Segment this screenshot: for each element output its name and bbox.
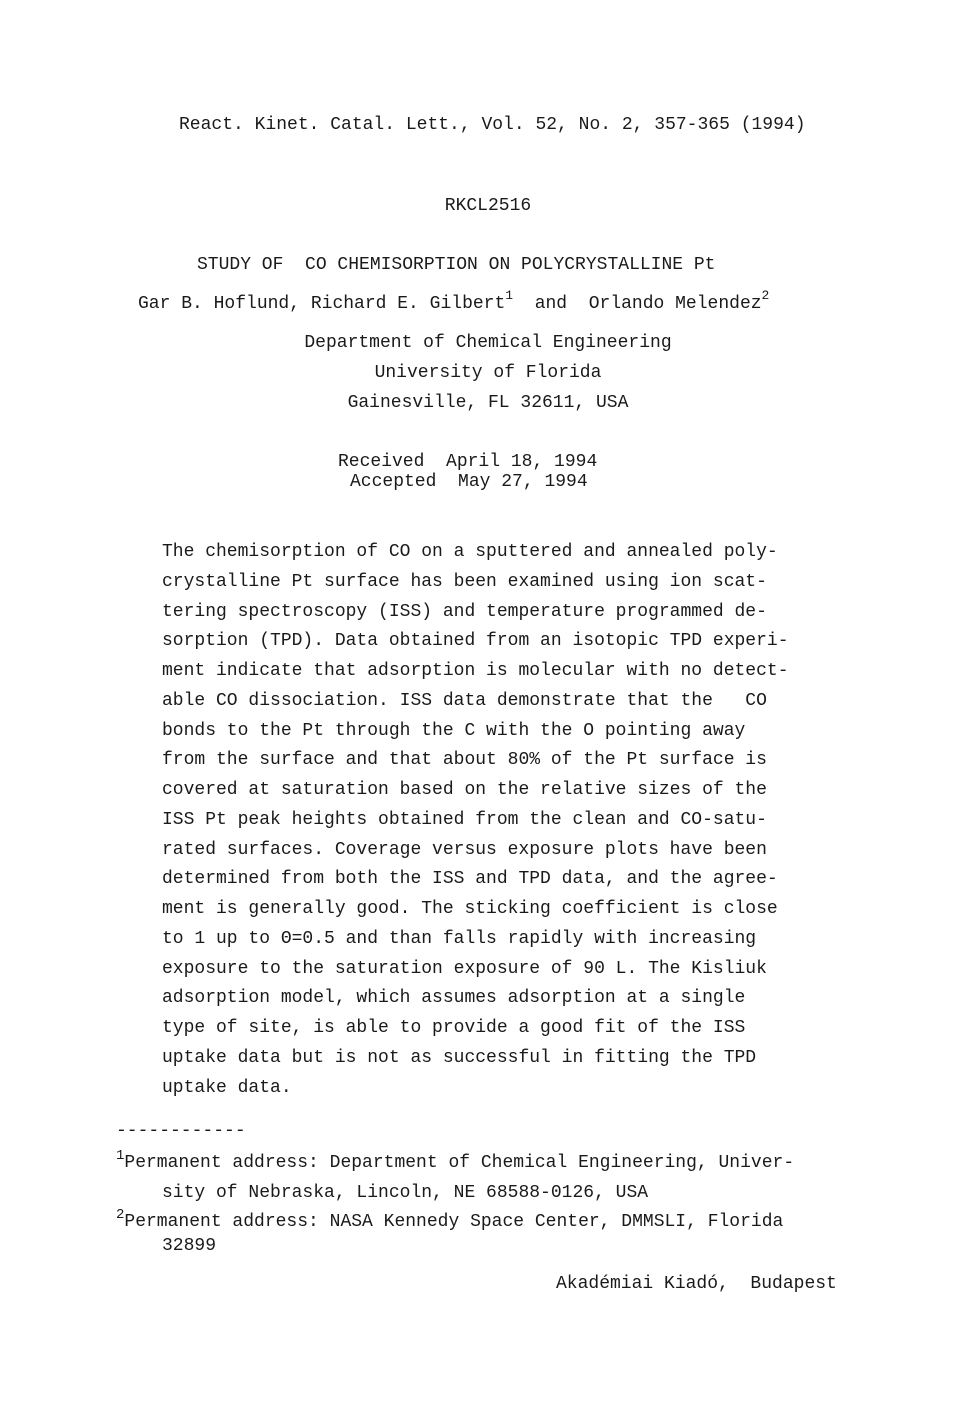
affiliation-location: Gainesville, FL 32611, USA — [347, 393, 629, 413]
author-melendez-footnote-mark: 2 — [761, 288, 770, 303]
abstract-line: rated surfaces. Coverage versus exposure plots have been — [162, 839, 767, 860]
author-gilbert: Richard E. Gilbert — [310, 294, 506, 314]
footnote-2-continuation: 32899 — [162, 1236, 217, 1256]
abstract-line: uptake data. — [162, 1077, 292, 1098]
footnote-2-mark: 2 — [116, 1207, 125, 1223]
footnote-1-continuation: sity of Nebraska, Lincoln, NE 68588-0126, USA — [162, 1183, 649, 1203]
received-label: Received — [338, 452, 425, 472]
paper-title: STUDY OF CO CHEMISORPTION ON POLYCRYSTALLINE Pt — [197, 255, 716, 275]
abstract-line: exposure to the saturation exposure of 90 L. The Kisliuk — [162, 958, 767, 979]
author-hoflund: Gar B. Hoflund, — [138, 294, 301, 314]
citation-line: React. Kinet. Catal. Lett., Vol. 52, No. 2, 357-365 (1994) — [179, 115, 806, 135]
abstract-line: tering spectroscopy (ISS) and temperature programmed de- — [162, 601, 767, 622]
author-line — [138, 288, 770, 315]
footnote-1-text: Permanent address: Department of Chemical Engineering, Univer- — [124, 1153, 795, 1173]
affiliation-department: Department of Chemical Engineering — [304, 333, 672, 353]
abstract-line: adsorption model, which assumes adsorption at a single — [162, 988, 746, 1009]
publisher-imprint: Akadémiai Kiadó, Budapest — [556, 1274, 837, 1294]
affiliation-university: University of Florida — [374, 363, 602, 383]
abstract-line: bonds to the Pt through the C with the O pointing away — [162, 720, 746, 741]
abstract-line: type of site, is able to provide a good fit of the ISS — [162, 1018, 746, 1038]
article-code: RKCL2516 — [444, 196, 532, 216]
abstract-line: ISS Pt peak heights obtained from the clean and CO-satu- — [162, 809, 767, 830]
received-date — [338, 451, 597, 473]
footnote-1 — [116, 1148, 795, 1174]
footnote-2-text: Permanent address: NASA Kennedy Space Center, DMMSLI, Florida — [124, 1212, 784, 1232]
accepted-date — [350, 471, 588, 493]
abstract-line: determined from both the ISS and TPD data, and the agree- — [162, 869, 778, 890]
footnote-separator: ------------ — [116, 1121, 246, 1141]
abstract-line: crystalline Pt surface has been examined using ion scat- — [162, 571, 767, 592]
abstract-line: ment is generally good. The sticking coefficient is close — [162, 899, 778, 919]
abstract-line: ment indicate that adsorption is molecular with no detect- — [162, 661, 789, 681]
accepted-value: May 27, 1994 — [458, 472, 588, 492]
abstract — [162, 538, 852, 1103]
abstract-line: The chemisorption of CO on a sputtered and annealed poly- — [162, 542, 778, 562]
abstract-line: uptake data but is not as successful in fitting the TPD — [162, 1047, 757, 1068]
abstract-line: covered at saturation based on the relative sizes of the — [162, 780, 767, 800]
accepted-label: Accepted — [350, 472, 437, 492]
abstract-line: to 1 up to Θ=0.5 and than falls rapidly with increasing — [162, 928, 757, 949]
footnote-2 — [116, 1207, 784, 1233]
received-value: April 18, 1994 — [446, 452, 598, 472]
abstract-line: sorption (TPD). Data obtained from an isotopic TPD experi- — [162, 631, 789, 652]
author-gilbert-footnote-mark: 1 — [505, 288, 514, 303]
abstract-line: from the surface and that about 80% of the Pt surface is — [162, 750, 767, 771]
footnote-1-mark: 1 — [116, 1148, 125, 1164]
author-melendez: Orlando Melendez — [588, 294, 762, 314]
abstract-line: able CO dissociation. ISS data demonstrate that the CO — [162, 690, 767, 711]
author-conjunction: and — [534, 294, 568, 314]
